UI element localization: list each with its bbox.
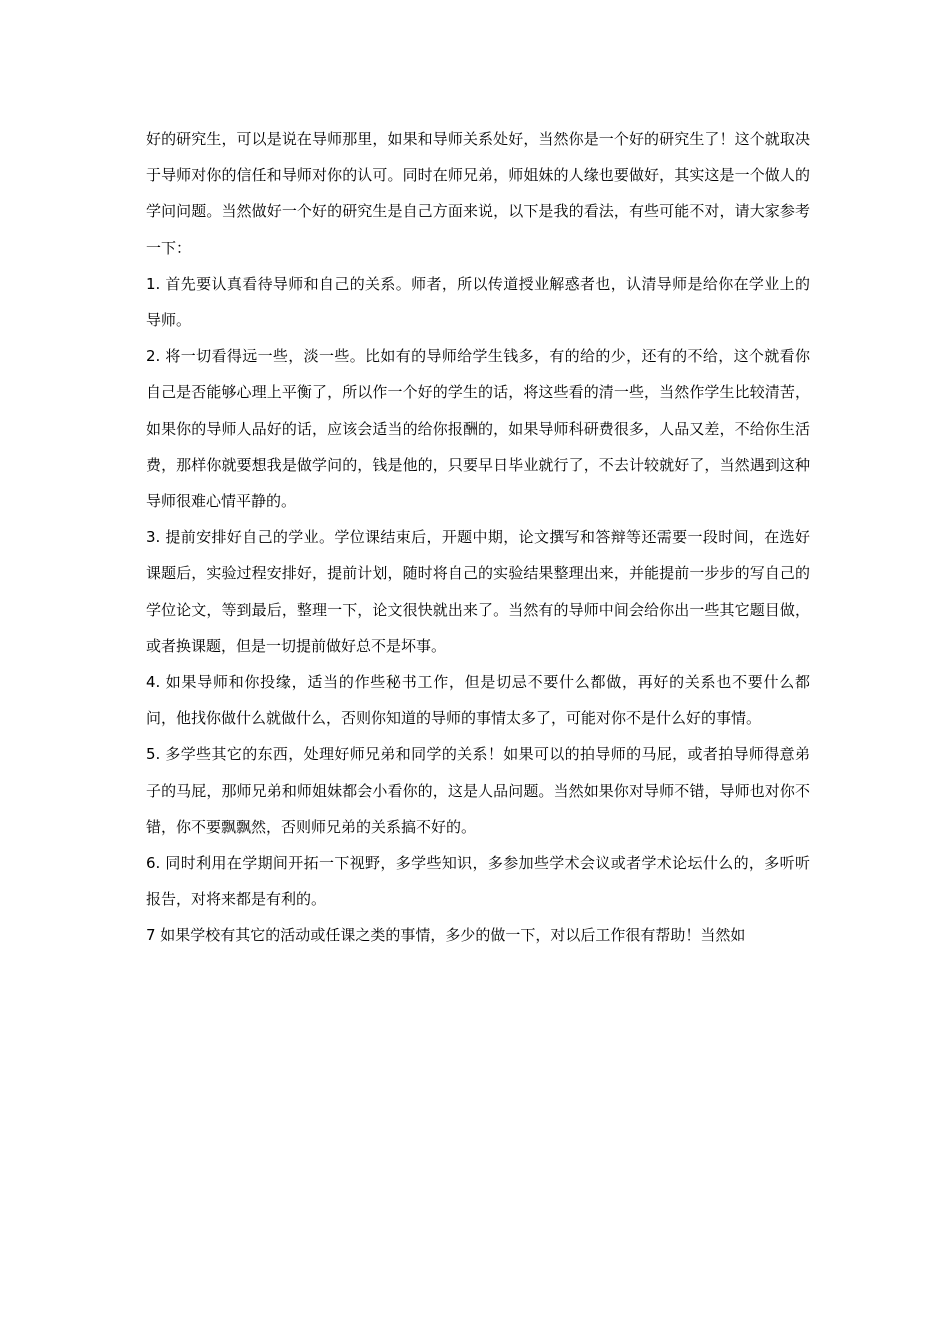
list-item-4: 4. 如果导师和你投缘，适当的作些秘书工作，但是切忌不要什么都做，再好的关系也不要什么都问，他找你做什么就做什么，否则你知道的导师的事情太多了，可能对你不是什么好的事情。 bbox=[146, 673, 810, 728]
list-item-2: 2. 将一切看得远一些，淡一些。比如有的导师给学生钱多，有的给的少，还有的不给，这个就看你自己是否能够心理上平衡了，所以作一个好的学生的话，将这些看的清一些，当然作学生比较清苦，如果你的导师人品好的话，应该会适当的给你报酬的，如果导师科研费很多，人品又差，不给你生活费，那样你就要想我是做学问的，钱是他的，只要早日毕业就行了，不去计较就好了，当然遇到这种导师很难心情平静的。 bbox=[146, 347, 810, 511]
list-item-5: 5. 多学些其它的东西，处理好师兄弟和同学的关系！如果可以的拍导师的马屁，或者拍导师得意弟子的马屁，那师兄弟和师姐妹都会小看你的，这是人品问题。当然如果你对导师不错，导师也对你不错，你不要飘飘然，否则师兄弟的关系搞不好的。 bbox=[146, 745, 810, 836]
list-item-1: 1. 首先要认真看待导师和自己的关系。师者，所以传道授业解惑者也，认清导师是给你在学业上的导师。 bbox=[146, 274, 810, 330]
list-item-6: 6. 同时利用在学期间开拓一下视野，多学些知识，多参加些学术会议或者学术论坛什么的，多听听报告，对将来都是有利的。 bbox=[146, 854, 810, 909]
list-item-7: 7 如果学校有其它的活动或任课之类的事情，多少的做一下，对以后工作很有帮助！当然如 bbox=[146, 926, 746, 945]
intro-paragraph: 好的研究生，可以是说在导师那里，如果和导师关系处好，当然你是一个好的研究生了！这个就取决于导师对你的信任和导师对你的认可。同时在师兄弟，师姐妹的人缘也要做好，其实这是一个做人的学问问题。当然做好一个好的研究生是自己方面来说，以下是我的看法，有些可能不对，请大家参考一下： bbox=[146, 130, 810, 257]
list-item-3: 3. 提前安排好自己的学业。学位课结束后，开题中期，论文撰写和答辩等还需要一段时间，在选好课题后，实验过程安排好，提前计划，随时将自己的实验结果整理出来，并能提前一步步的写自己的学位论文，等到最后，整理一下，论文很快就出来了。当然有的导师中间会给你出一些其它题目做，或者换课题，但是一切提前做好总不是坏事。 bbox=[146, 528, 810, 655]
document-body bbox=[146, 121, 810, 954]
